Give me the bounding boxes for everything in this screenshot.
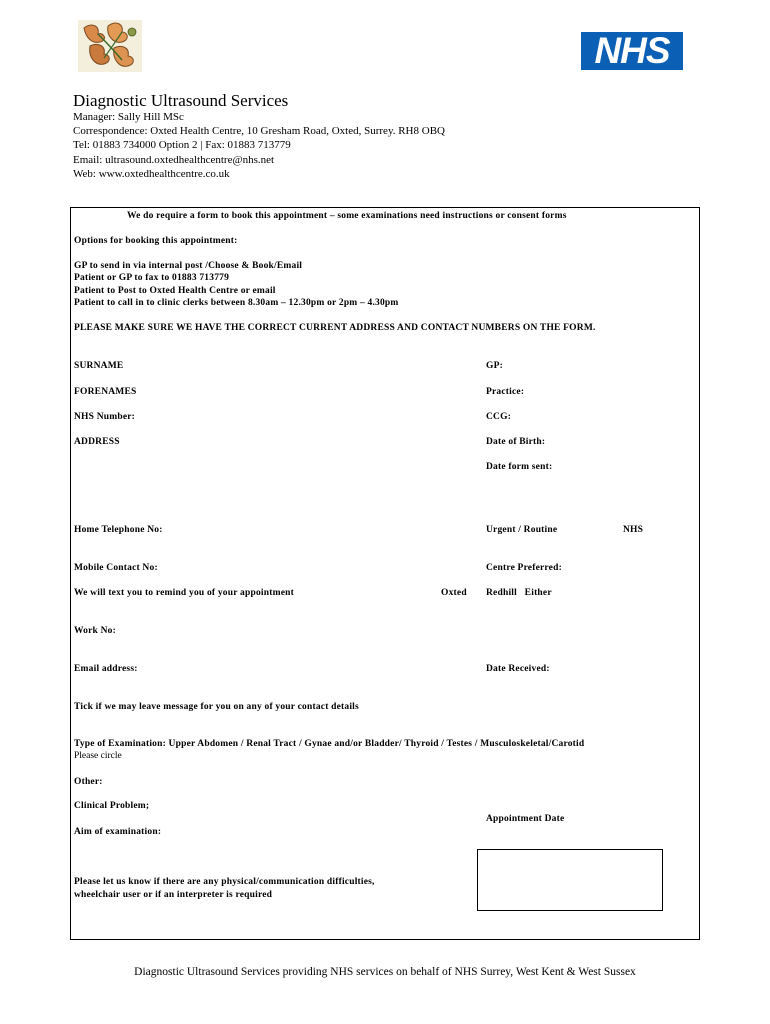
nhs-logo: NHS bbox=[581, 32, 683, 70]
other-field[interactable]: Other: bbox=[74, 777, 103, 787]
options-heading: Options for booking this appointment: bbox=[74, 236, 238, 246]
option-item: Patient to Post to Oxted Health Centre or email bbox=[74, 286, 276, 296]
oak-leaf-logo bbox=[78, 20, 142, 72]
date-received-field[interactable]: Date Received: bbox=[486, 664, 550, 674]
form-notice: We do require a form to book this appointment – some examinations need instructions or consent forms bbox=[127, 211, 567, 221]
option-item: Patient or GP to fax to 01883 713779 bbox=[74, 273, 230, 283]
email-line: Email: ultrasound.oxtedhealthcentre@nhs.net bbox=[73, 154, 275, 166]
address-field[interactable]: ADDRESS bbox=[74, 437, 120, 447]
exam-type-options[interactable]: Type of Examination: Upper Abdomen / Renal Tract / Gynae and/or Bladder/ Thyroid / Testes / Musculoskeletal/Carotid bbox=[74, 739, 585, 749]
centre-option-redhill-either[interactable]: Redhill Either bbox=[486, 588, 552, 598]
work-number-field[interactable]: Work No: bbox=[74, 626, 116, 636]
correspondence-line: Correspondence: Oxted Health Centre, 10 Gresham Road, Oxted, Surrey. RH8 OBQ bbox=[73, 125, 445, 137]
page-title: Diagnostic Ultrasound Services bbox=[73, 91, 289, 110]
appointment-date-label: Appointment Date bbox=[486, 814, 565, 824]
text-reminder-note: We will text you to remind you of your appointment bbox=[74, 588, 294, 598]
gp-field[interactable]: GP: bbox=[486, 361, 503, 371]
ccg-field[interactable]: CCG: bbox=[486, 412, 512, 422]
difficulties-note-continued: wheelchair user or if an interpreter is required bbox=[74, 890, 273, 900]
address-warning: PLEASE MAKE SURE WE HAVE THE CORRECT CURRENT ADDRESS AND CONTACT NUMBERS ON THE FORM. bbox=[74, 323, 596, 333]
telephone-line: Tel: 01883 734000 Option 2 | Fax: 01883 713779 bbox=[73, 139, 291, 151]
option-item: GP to send in via internal post /Choose & Book/Email bbox=[74, 261, 303, 271]
nhs-option[interactable]: NHS bbox=[623, 525, 644, 535]
please-circle-note: Please circle bbox=[74, 751, 122, 761]
nhs-number-field[interactable]: NHS Number: bbox=[74, 412, 136, 422]
forenames-field[interactable]: FORENAMES bbox=[74, 387, 137, 397]
aim-of-examination-field[interactable]: Aim of examination: bbox=[74, 827, 162, 837]
date-of-birth-field[interactable]: Date of Birth: bbox=[486, 437, 546, 447]
difficulties-note: Please let us know if there are any physical/communication difficulties, bbox=[74, 877, 375, 887]
centre-preferred-label: Centre Preferred: bbox=[486, 563, 562, 573]
surname-field[interactable]: SURNAME bbox=[74, 361, 124, 371]
urgent-routine-option[interactable]: Urgent / Routine bbox=[486, 525, 558, 535]
leave-message-checkbox[interactable]: Tick if we may leave message for you on any of your contact details bbox=[74, 702, 359, 712]
date-form-sent-field[interactable]: Date form sent: bbox=[486, 462, 553, 472]
web-line: Web: www.oxtedhealthcentre.co.uk bbox=[73, 168, 230, 180]
page-footer: Diagnostic Ultrasound Services providing NHS services on behalf of NHS Surrey, West Kent & West Sussex bbox=[134, 966, 636, 978]
option-item: Patient to call in to clinic clerks between 8.30am – 12.30pm or 2pm – 4.30pm bbox=[74, 298, 399, 308]
manager-line: Manager: Sally Hill MSc bbox=[73, 111, 184, 123]
centre-option-oxted[interactable]: Oxted bbox=[441, 588, 467, 598]
booking-form-box bbox=[70, 207, 700, 940]
home-telephone-field[interactable]: Home Telephone No: bbox=[74, 525, 163, 535]
appointment-date-box[interactable] bbox=[477, 849, 663, 911]
clinical-problem-field[interactable]: Clinical Problem; bbox=[74, 801, 150, 811]
email-address-field[interactable]: Email address: bbox=[74, 664, 138, 674]
practice-field[interactable]: Practice: bbox=[486, 387, 525, 397]
mobile-field[interactable]: Mobile Contact No: bbox=[74, 563, 158, 573]
